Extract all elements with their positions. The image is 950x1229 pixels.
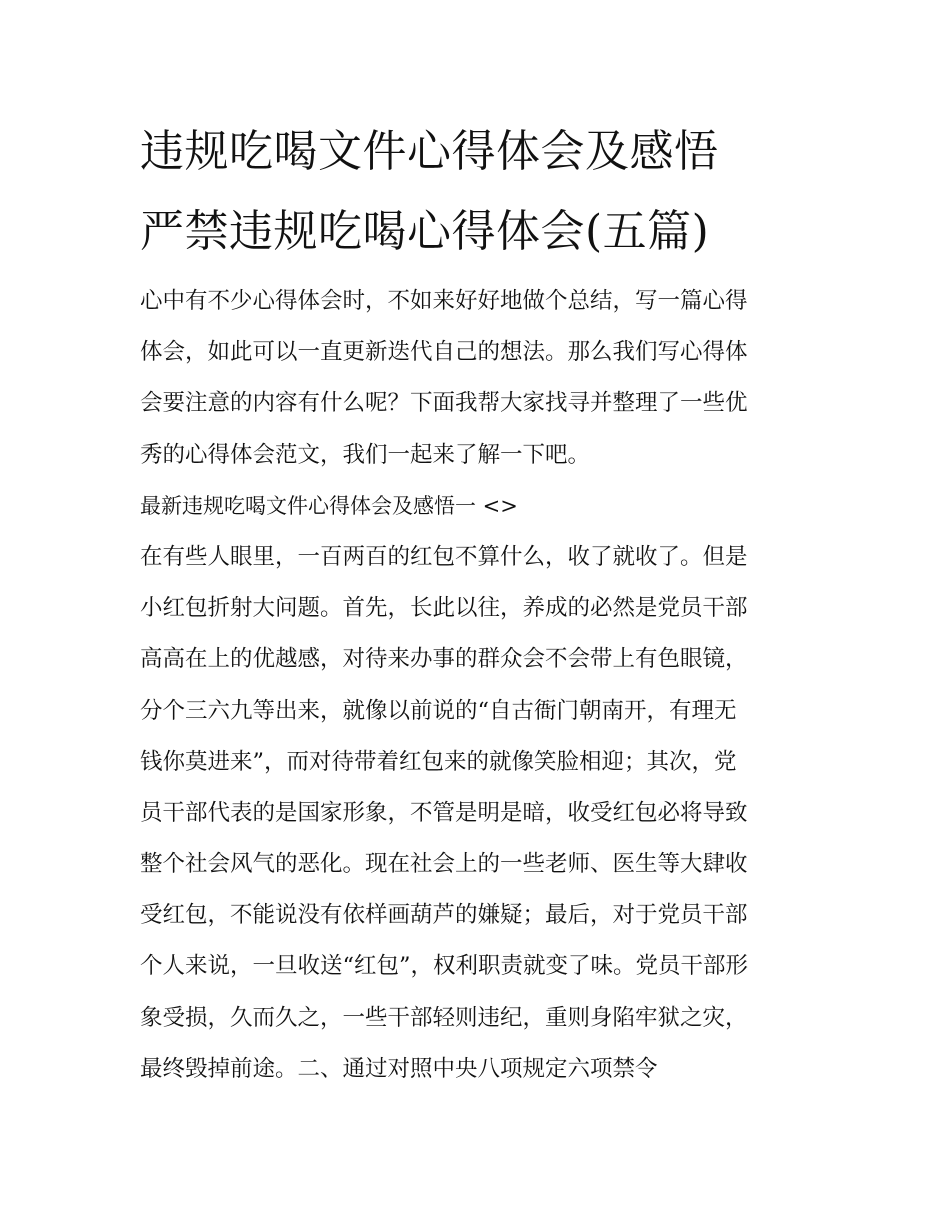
intro-paragraph-line: 体会，如此可以一直更新迭代自己的想法。那么我们写心得体 (140, 339, 748, 366)
section-paragraph-line: 受红包，不能说没有依样画葫芦的嫌疑；最后，对于党员干部 (140, 902, 748, 929)
section-paragraph-line: 钱你莫进来”，而对待带着红包来的就像笑脸相迎；其次，党 (140, 748, 737, 775)
section-heading: 最新违规吃喝文件心得体会及感悟一 <> (140, 493, 518, 518)
intro-paragraph-line: 心中有不少心得体会时，不如来好好地做个总结，写一篇心得 (140, 288, 748, 314)
section-paragraph-line: 最终毁掉前途。二、通过对照中央八项规定六项禁令 (140, 1055, 658, 1082)
section-paragraph-line: 个人来说，一旦收送“红包”，权利职责就变了味。党员干部形 (140, 953, 749, 980)
section-paragraph-line: 员干部代表的是国家形象，不管是明是暗，收受红包必将导致 (140, 799, 748, 826)
document-body (140, 276, 820, 1095)
section-paragraph-line: 整个社会风气的恶化。现在社会上的一些老师、医生等大肆收 (140, 851, 748, 878)
intro-paragraph-line: 秀的心得体会范文，我们一起来了解一下吧。 (140, 441, 591, 468)
document-title (140, 112, 830, 272)
section-paragraph-line: 高高在上的优越感，对待来办事的群众会不会带上有色眼镜， (140, 646, 748, 673)
section-paragraph-line: 分个三六九等出来，就像以前说的“自古衙门朝南开，有理无 (140, 697, 737, 724)
title-line-2: 严禁违规吃喝心得体会(五篇) (140, 206, 710, 257)
section-paragraph-line: 象受损，久而久之，一些干部轻则违纪，重则身陷牢狱之灾， (140, 1004, 748, 1031)
title-line-1: 违规吃喝文件心得体会及感悟 (140, 126, 719, 177)
section-paragraph-line: 小红包折射大问题。首先，长此以往，养成的必然是党员干部 (140, 595, 748, 622)
section-paragraph-line: 在有些人眼里，一百两百的红包不算什么，收了就收了。但是 (140, 543, 748, 570)
intro-paragraph-line: 会要注意的内容有什么呢？下面我帮大家找寻并整理了一些优 (140, 390, 748, 417)
